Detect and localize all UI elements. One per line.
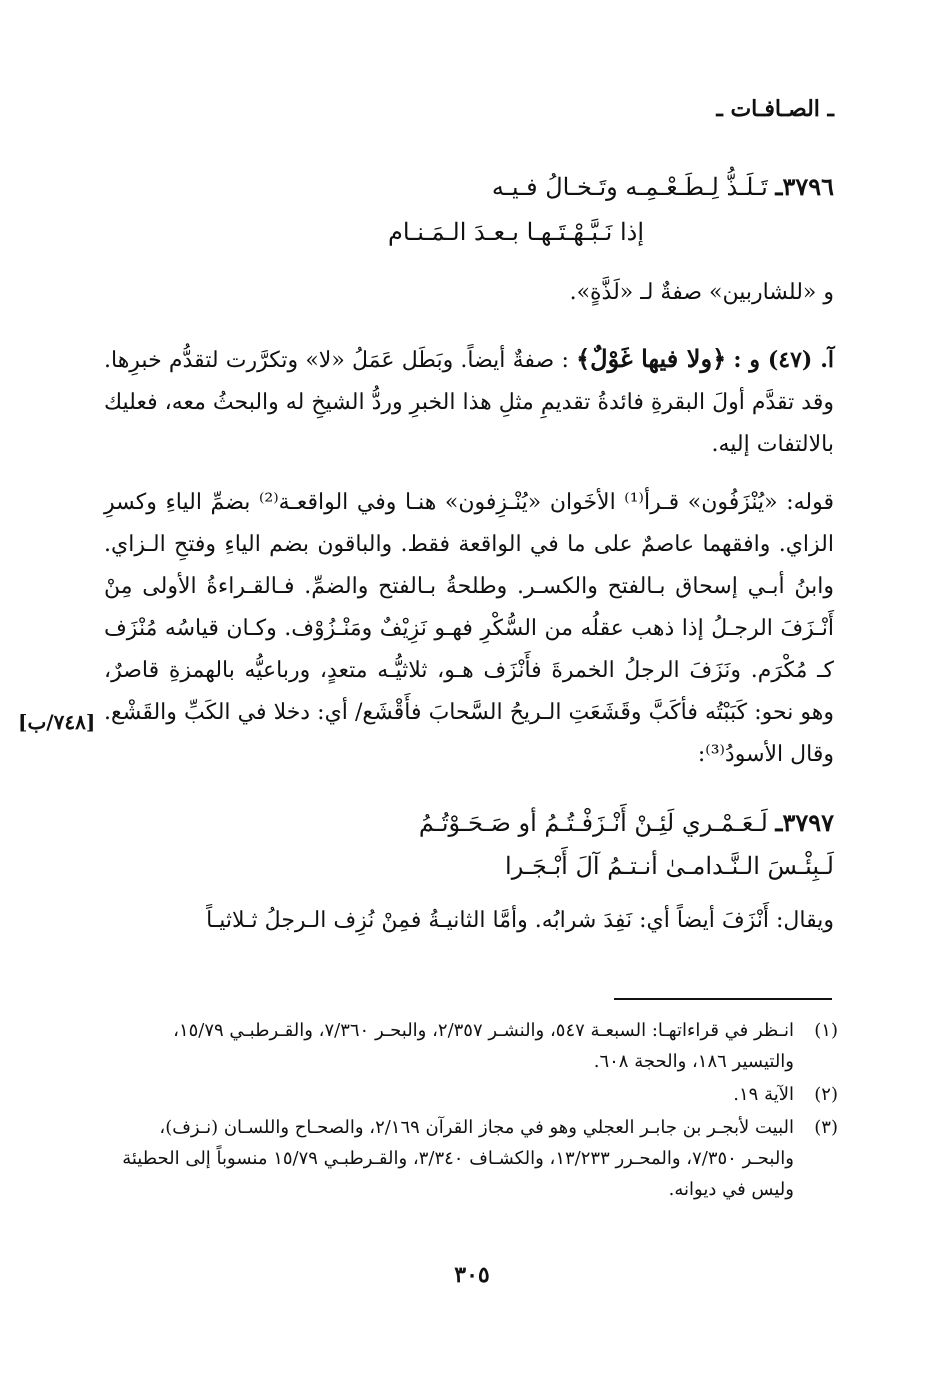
verse-hemistich-1: تَـلَـذُّ لِـطَـعْـمِـه وتَـخـالُ فـيـه — [491, 173, 768, 201]
verse-3796-line-2: إذا نَـبَّـهْـتَـهـا بـعـدَ الـمَـنـام — [388, 218, 644, 246]
footnote-2 — [108, 1079, 838, 1110]
footnote-number: (٣) — [814, 1117, 838, 1138]
running-header: ـ الصـافـات ـ — [716, 96, 834, 122]
verse-3796-line-1 — [492, 172, 834, 201]
margin-manuscript-ref: [٧٤٨/ب] — [18, 710, 96, 734]
verse-hemistich-1: لَـعَـمْـري لَئِـنْ أَنْـزَفْـتُـمُ أو صَـحَـوْتُـمُ — [418, 809, 768, 837]
verse-3797-line-1 — [419, 808, 834, 837]
footnote-text: البيت لأبجـر بن جابـر العجلي وهو في مجاز القرآن ٢/١٦٩، والصحـاح واللسـان (نـزف)، والبحـر ٧/٣٥٠، والمحـرر ١٣/٢٣٣، والكشـاف ٣/٣٤٠، والقـرطبـي ١٥/٧٩ منسوباً إلى الحطيئة وليس في ديوانه. — [122, 1117, 794, 1200]
verse-number: ٣٧٩٦ـ — [775, 172, 834, 201]
footnote-text: الآية ١٩. — [733, 1084, 794, 1105]
footnote-3 — [108, 1112, 838, 1205]
note-lidhdha: و «للشاربين» صفةٌ لـ «لَذَّةٍ». — [569, 280, 834, 305]
footnote-divider — [614, 998, 832, 1000]
footnotes — [108, 1015, 838, 1207]
footnote-text: انـظر في قراءاتهـا: السبعـة ٥٤٧، والنشـر ٢/٣٥٧، والبحـر ٧/٣٦٠، والقـرطبـي ١٥/٧٩، والتيسير ١٨٦، والحجة ٦٠٨. — [173, 1020, 794, 1072]
ayah-reference: آ. (٤٧) و : — [733, 347, 834, 373]
footnote-1 — [108, 1015, 838, 1077]
footnote-number: (١) — [814, 1020, 838, 1041]
footnote-number: (٢) — [814, 1084, 838, 1105]
paragraph-yunzafun: قوله: «يُنْزَفُون» قـرأ⁽¹⁾ الأخَوان «يُنْـزِفون» هنـا وفي الواقعـة⁽²⁾ بضمِّ الياءِ وكسرِ الزاي. وافقهما عاصمٌ على ما في الواقعة فقط. والباقون بضم الياءِ وفتحِ الـزاي. وابنُ أبـي إسحاق بـالفتح والكسـر. وطلحةُ بـالفتح والضمِّ. فـالقـراءةُ الأولى مِنْ أَنْـزَفَ الرجـلُ إذا ذهب عقلُه من السُّكْرِ فهـو نَزِيْفٌ ومَنْـزُوْف. وكـان قياسُه مُنْزَف كـ مُكْرَم. ونَزَفَ الرجلُ الخمرةَ فأَنْزَف هـو، ثلاثيُّـه متعدٍ، ورباعيُّه بالهمزةِ قاصرٌ، وهو نحو: كَبَبْتُه فأكَبَّ وقَشَعَتِ الـريحُ السَّحابَ فأَقْشَع/ أي: دخلا في الكَبِّ والقَشْع. وقال الأسودُ⁽³⁾: — [104, 490, 834, 767]
page-number: ٣٠٥ — [454, 1262, 490, 1288]
paragraph-ayah-47 — [104, 338, 834, 466]
paragraph-last: ويقال: أَنْزَفَ أيضاً أي: نَفِدَ شرابُه. وأمَّا الثانيـةُ فمِنْ نُزِف الـرجلُ ثـلاثيـاً — [206, 908, 834, 933]
verse-3797-line-2: لَـبِئْـسَ الـنَّـدامـىٰ أنـتـمُ آلَ أَبْـجَـرا — [505, 852, 834, 880]
verse-number: ٣٧٩٧ـ — [775, 808, 834, 837]
quran-quote: ﴿ولا فيها غَوْلٌ﴾ — [576, 344, 727, 373]
paragraph-text: : صفةٌ أيضاً. وبَطَل عَمَلُ «لا» وتكرَّرت لتقدُّم خبرِها. وقد تقدَّم أولَ البقرةِ فائدةُ تقديمِ مثلِ هذا الخبرِ وردُّ الشيخِ له والبحثُ معه، فعليك بالالتفات إليه. — [104, 348, 834, 457]
